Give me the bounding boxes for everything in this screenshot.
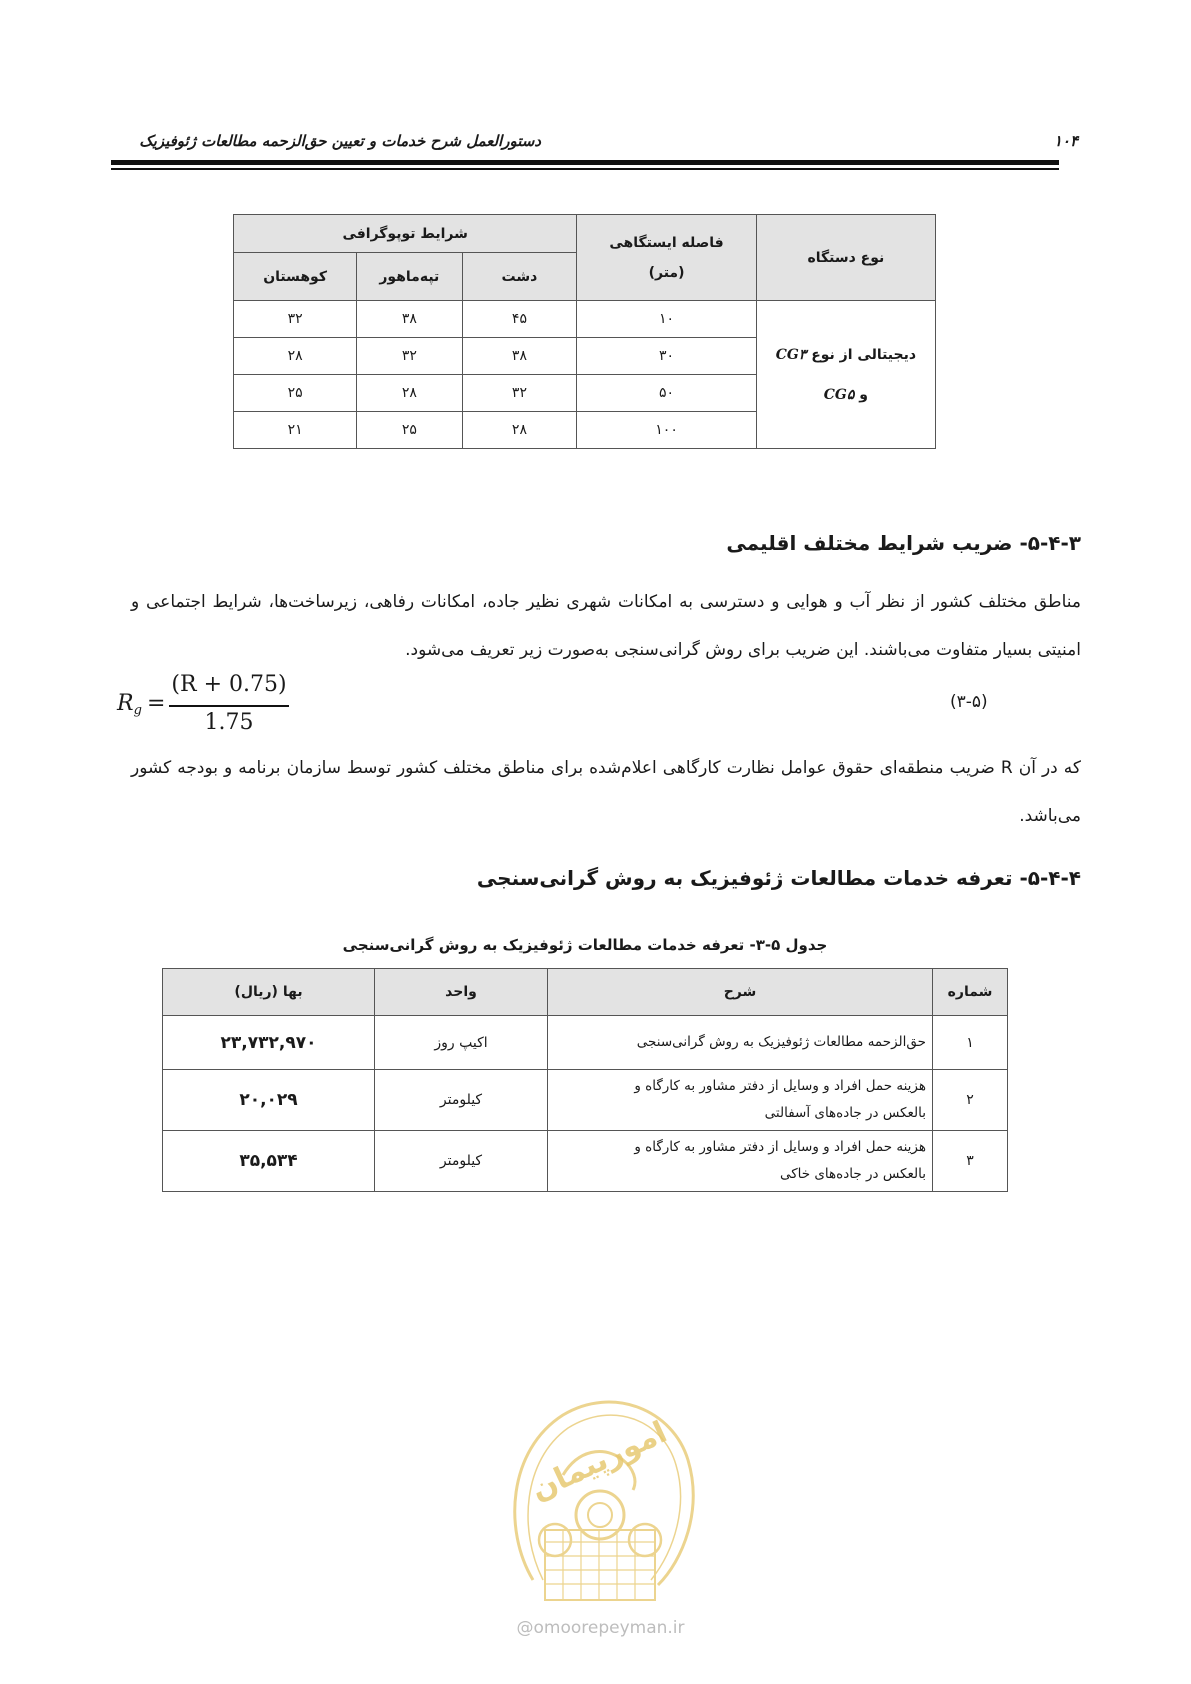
- row-unit: کیلومتر: [375, 1070, 548, 1131]
- header-rule-thick: [111, 160, 1059, 165]
- row-price: ۲۳,۷۳۲,۹۷۰: [163, 1016, 375, 1070]
- col-hilly: تپه‌ماهور: [357, 253, 462, 301]
- mountain-cell: ۲۵: [234, 375, 357, 412]
- formula-lhs: Rg: [117, 691, 142, 718]
- plain-cell: ۴۵: [462, 301, 577, 338]
- row-unit: اکیپ روز: [375, 1016, 548, 1070]
- formula-denominator: 1.75: [204, 710, 254, 735]
- col-number: شماره: [933, 969, 1008, 1016]
- col-price: بها (ریال): [163, 969, 375, 1016]
- device-text-2: و: [859, 386, 868, 403]
- device-cell: [756, 301, 935, 449]
- hilly-cell: ۳۲: [357, 338, 462, 375]
- table-row: [163, 1016, 1008, 1070]
- row-number: ۳: [933, 1131, 1008, 1192]
- hilly-cell: ۳۸: [357, 301, 462, 338]
- plain-cell: ۳۸: [462, 338, 577, 375]
- distance-cell: ۵۰: [577, 375, 756, 412]
- section-heading-climate: ۵-۴-۳- ضریب شرایط مختلف اقلیمی: [726, 531, 1081, 555]
- formula-numerator: (R + 0.75): [171, 672, 287, 697]
- row-description: حق‌الزحمه مطالعات ژئوفیزیک به روش گرانی‌سنجی: [548, 1016, 933, 1070]
- row-unit: کیلومتر: [375, 1131, 548, 1192]
- watermark-logo-text: امورپیمان: [525, 1414, 673, 1508]
- watermark-url: @omoorepeyman.ir: [516, 1618, 685, 1638]
- station-distance-label: فاصله ایستگاهی: [609, 234, 724, 251]
- table-row: [234, 301, 936, 338]
- col-description: شرح: [548, 969, 933, 1016]
- gravity-rate-table: [233, 214, 936, 449]
- col-station-distance: [577, 215, 756, 301]
- col-mountain: کوهستان: [234, 253, 357, 301]
- row-description: هزینه حمل افراد و وسایل از دفتر مشاور به کارگاه و بالعکس در جاده‌های آسفالتی: [548, 1070, 933, 1131]
- device-model-1: CG۳: [775, 346, 807, 363]
- equation-number: (۳-۵): [950, 692, 988, 712]
- mountain-cell: ۳۲: [234, 301, 357, 338]
- watermark-logo: [483, 1380, 716, 1610]
- plain-cell: ۳۲: [462, 375, 577, 412]
- hilly-cell: ۲۵: [357, 412, 462, 449]
- distance-cell: ۳۰: [577, 338, 756, 375]
- region-coefficient-paragraph: که در آن R ضریب منطقه‌ای حقوق عوامل نظارت کارگاهی اعلام‌شده برای مناطق مختلف کشور توسط سازمان برنامه و بودجه کشور می‌باشد.: [131, 758, 1081, 826]
- col-topography: شرایط توپوگرافی: [234, 215, 577, 253]
- device-model-2: CG۵: [823, 386, 855, 403]
- tariff-table: [162, 968, 1008, 1192]
- distance-cell: ۱۰۰: [577, 412, 756, 449]
- col-plain: دشت: [462, 253, 577, 301]
- distance-cell: ۱۰: [577, 301, 756, 338]
- row-price: ۳۵,۵۳۴: [163, 1131, 375, 1192]
- device-text-1: دیجیتالی از نوع: [811, 346, 917, 363]
- header-rule-thin: [111, 168, 1059, 170]
- col-unit: واحد: [375, 969, 548, 1016]
- plain-cell: ۲۸: [462, 412, 577, 449]
- formula-fraction-bar: [169, 705, 289, 707]
- table-caption: جدول ۵-۳- تعرفه خدمات مطالعات ژئوفیزیک به روش گرانی‌سنجی: [342, 936, 828, 954]
- row-number: ۱: [933, 1016, 1008, 1070]
- row-number: ۲: [933, 1070, 1008, 1131]
- table-row: [163, 1070, 1008, 1131]
- row-description: هزینه حمل افراد و وسایل از دفتر مشاور به کارگاه و بالعکس در جاده‌های خاکی: [548, 1131, 933, 1192]
- mountain-cell: ۲۸: [234, 338, 357, 375]
- row-price: ۲۰,۰۲۹: [163, 1070, 375, 1131]
- col-device-type: نوع دستگاه: [756, 215, 935, 301]
- section-heading-tariff: ۵-۴-۴- تعرفه خدمات مطالعات ژئوفیزیک به روش گرانی‌سنجی: [476, 866, 1081, 890]
- running-header-title: دستورالعمل شرح خدمات و تعیین حق‌الزحمه مطالعات ژئوفیزیک: [139, 132, 541, 150]
- table-row: [163, 1131, 1008, 1192]
- climate-paragraph: مناطق مختلف کشور از نظر آب و هوایی و دسترسی به امکانات شهری نظیر جاده، امکانات رفاهی، زیرساخت‌ها، شرایط اجتماعی و امنیتی بسیار متفاوت می‌باشند. این ضریب برای روش گرانی‌سنجی به‌صورت زیر تعریف می‌شود.: [131, 592, 1081, 660]
- page-number: ۱۰۴: [1053, 132, 1078, 150]
- formula-equals: =: [147, 691, 166, 716]
- hilly-cell: ۲۸: [357, 375, 462, 412]
- station-distance-unit: (متر): [648, 264, 685, 281]
- mountain-cell: ۲۱: [234, 412, 357, 449]
